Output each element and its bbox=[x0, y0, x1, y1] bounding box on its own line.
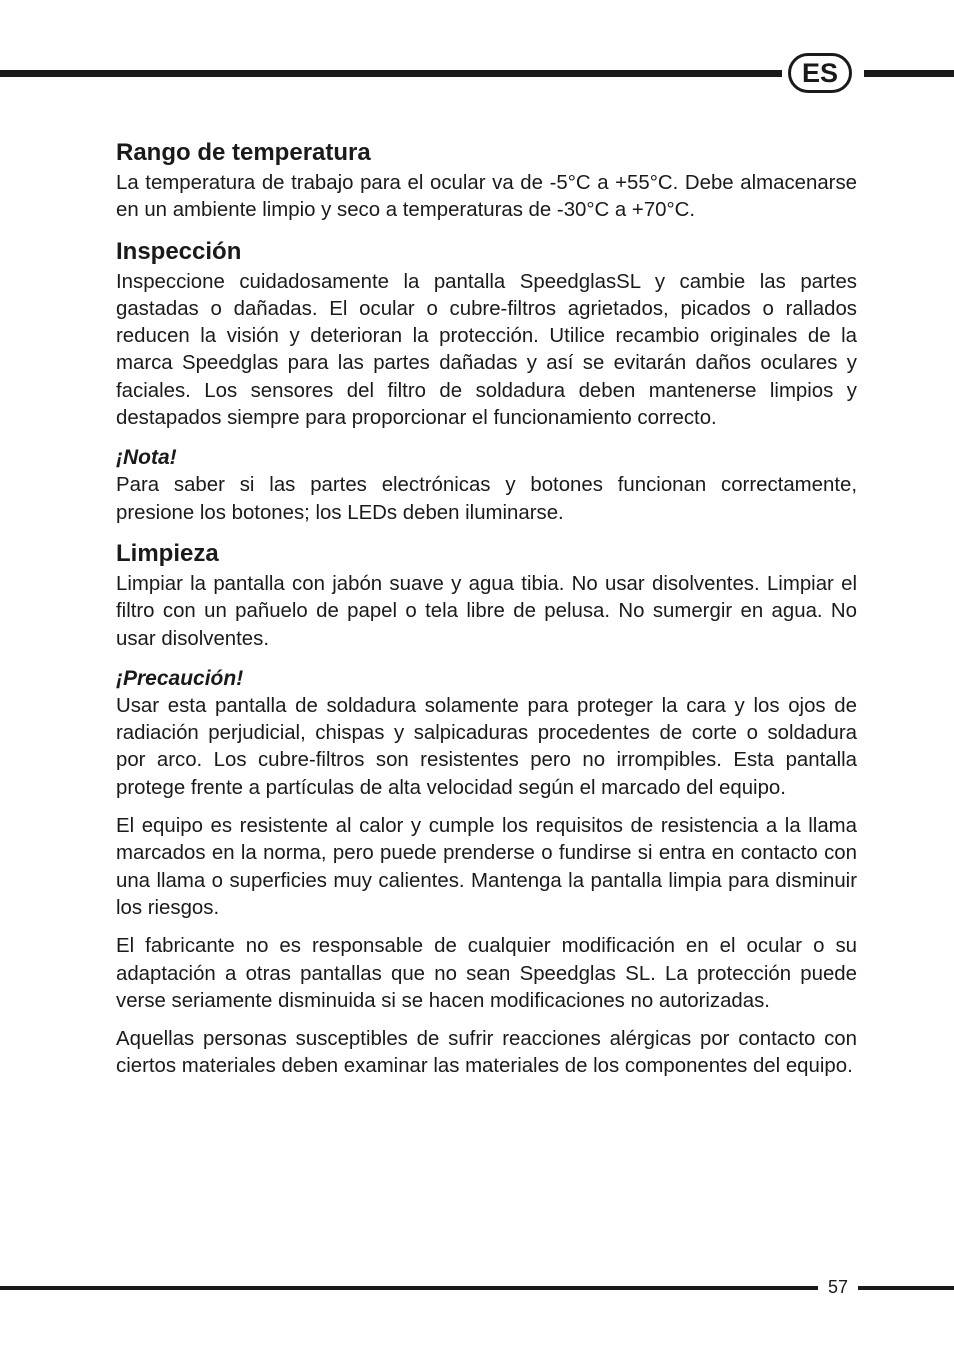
paragraph-temperature: La temperatura de trabajo para el ocular va de -5°C a +55°C. Debe almacenarse en un ambiente limpio y seco a temperaturas de -30°C a +70°C. bbox=[116, 172, 857, 222]
paragraph-inspection: Inspeccione cuidadosamente la pantalla SpeedglasSL y cambie las partes gastadas o dañadas. El ocular o cubre-filtros agrietados, picados o rallados reducen la visión y deterioran la protección. Utilice recambio originales de la marca Speedglas para las partes dañadas y así se evitarán daños oculares y faciales. Los sensores del filtro de soldadura deben mantenerse limpios y destapados siempre para proporcionar el funcionamiento correcto. bbox=[116, 270, 857, 430]
section-temperature bbox=[116, 136, 857, 225]
heading-temperature: Rango de temperatura bbox=[116, 139, 371, 166]
page-content bbox=[116, 136, 857, 1081]
paragraph-caution-4: Aquellas personas susceptibles de sufrir reacciones alérgicas por contacto con ciertos materiales deben examinar las materiales de los componentes del equipo. bbox=[116, 1028, 857, 1078]
language-badge: ES bbox=[788, 53, 852, 93]
heading-note: ¡Nota! bbox=[116, 446, 177, 470]
section-caution bbox=[116, 665, 857, 1081]
paragraph-note: Para saber si las partes electrónicas y botones funcionan correctamente, presione los botones; los LEDs deben iluminarse. bbox=[116, 474, 857, 524]
header-rule-right bbox=[864, 70, 954, 77]
footer-rule-left bbox=[0, 1286, 818, 1290]
section-cleaning bbox=[116, 537, 857, 653]
section-note bbox=[116, 444, 857, 527]
paragraph-caution-3: El fabricante no es responsable de cualquier modificación en el ocular o su adaptación a otras pantallas que no sean Speedglas SL. La protección puede verse seriamente disminuida si se hacen modificaciones no autorizadas. bbox=[116, 935, 857, 1012]
footer-rule-right bbox=[858, 1286, 954, 1290]
paragraph-caution-2: El equipo es resistente al calor y cumple los requisitos de resistencia a la llama marcados en la norma, pero puede prenderse o fundirse si entra en contacto con una llama o superficies muy calientes. Mantenga la pantalla limpia para disminuir los riesgos. bbox=[116, 815, 857, 919]
header-rule-left bbox=[0, 70, 782, 77]
heading-cleaning: Limpieza bbox=[116, 539, 219, 567]
section-inspection bbox=[116, 235, 857, 433]
paragraph-caution-1: Usar esta pantalla de soldadura solamente para proteger la cara y los ojos de radiación perjudicial, chispas y salpicaduras procedentes de corte o soldadura por arco. Los cubre-filtros son resistentes pero no irrompibles. Esta pantalla protege frente a partículas de alta velocidad según el marcado del equipo. bbox=[116, 694, 857, 799]
heading-caution: ¡Precaución! bbox=[116, 666, 244, 690]
paragraph-cleaning: Limpiar la pantalla con jabón suave y agua tibia. No usar disolventes. Limpiar el filtro con un pañuelo de papel o tela libre de pelusa. No sumergir en agua. No usar disolventes. bbox=[116, 572, 857, 650]
page-number: 57 bbox=[827, 1277, 849, 1297]
heading-inspection: Inspección bbox=[116, 237, 242, 265]
